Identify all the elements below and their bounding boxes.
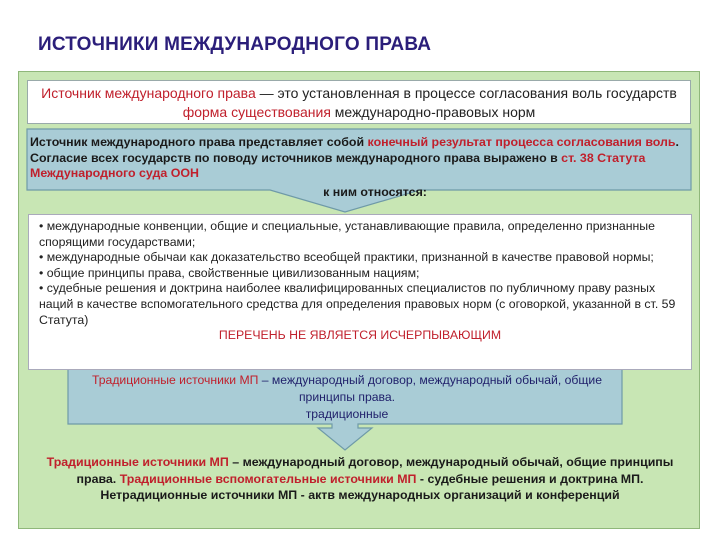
list-item: • судебные решения и доктрина наиболее квалифицированных специалистов по публичному праву разных наций в качестве вспомогательного средства для определения правовых норм (с оговоркой, указанной в ст. 59 Статута) [39,281,676,327]
traditional-sources-mid [92,372,602,423]
source-text-1: Источник международного права представляет собой [30,135,368,149]
definition-end: международно-правовых норм [330,104,536,120]
source-text-2: . Согласие всех государств по поводу источников международного права выражено в [30,135,679,165]
definition-box [27,80,691,124]
source-description [30,135,690,182]
traditional-text: – международный договор, международный обычай, общие принципы права. [258,373,602,404]
bottom-text-2: - судебные решения и доктрина МП. [416,471,644,486]
traditional-term: Традиционные источники МП [92,373,259,387]
bottom-text-1: – международный договор, международный обычай, общие принципы права. [76,455,674,486]
list-item: • международные обычаи как доказательство всеобщей практики, признанной в качестве правовой нормы; [39,250,654,265]
definition-term: Источник международного права [41,85,256,101]
bottom-text-3: Нетрадиционные источники МП - актв международных организаций и конференций [100,488,620,503]
source-list-intro: к ним относятся: [323,185,427,199]
sources-list-box [28,214,692,370]
list-item: • общие принципы права, свойственные цивилизованным нациям; [39,265,420,280]
not-exhaustive-note: ПЕРЕЧЕНЬ НЕ ЯВЛЯЕТСЯ ИСЧЕРПЫВАЮЩИМ [218,328,502,343]
definition-highlight: форма существования [182,104,331,120]
page-title: ИСТОЧНИКИ МЕЖДУНАРОДНОГО ПРАВА [38,34,432,55]
bottom-summary [30,454,690,504]
traditional-label: традиционные [305,407,389,421]
list-item: • международные конвенции, общие и специальные, устанавливающие правила, определенно признанные спорящими государствами; [39,219,655,249]
source-highlight-2: ст. 38 Статута Международного суда ООН [30,150,646,180]
definition-text: — это установленная в процессе согласования воль государств [255,85,677,101]
source-highlight-1: конечный результат процесса согласования воль [367,135,676,149]
bottom-term-2: Традиционные вспомогательные источники МП [119,471,417,486]
bottom-term-1: Традиционные источники МП [46,455,229,469]
